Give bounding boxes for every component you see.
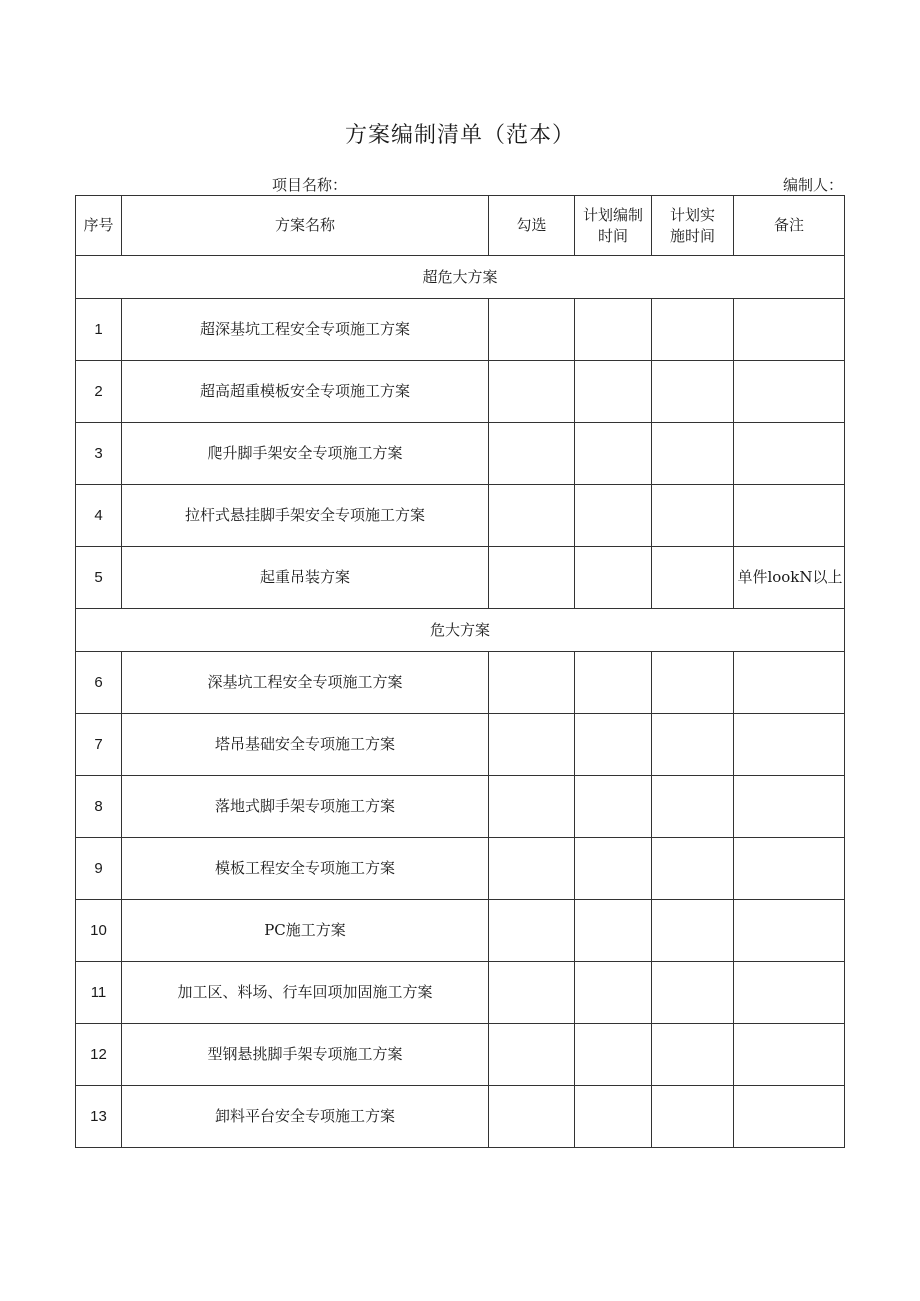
- author-label: 编制人：: [782, 176, 843, 194]
- row-plan-name: 落地式脚手架专项施工方案: [122, 776, 489, 838]
- row-plan-implement-time[interactable]: [652, 838, 734, 900]
- row-plan-implement-time[interactable]: [652, 485, 734, 547]
- row-index: 10: [76, 900, 122, 962]
- row-remark[interactable]: [734, 838, 845, 900]
- row-remark-text: [788, 735, 790, 753]
- header-index: 序号: [76, 196, 122, 256]
- row-plan-compile-time[interactable]: [575, 652, 652, 714]
- table-row: [76, 652, 845, 714]
- row-plan-implement-time[interactable]: [652, 1024, 734, 1086]
- row-plan-implement-time[interactable]: [652, 547, 734, 609]
- table-row: [76, 714, 845, 776]
- row-plan-name: 塔吊基础安全专项施工方案: [122, 714, 489, 776]
- row-remark-text: [788, 859, 790, 877]
- row-check-cell[interactable]: [489, 1086, 575, 1148]
- row-remark[interactable]: [734, 1024, 845, 1086]
- row-remark-text: [788, 673, 790, 691]
- row-remark[interactable]: [734, 900, 845, 962]
- row-index: 8: [76, 776, 122, 838]
- table-row: [76, 299, 845, 361]
- table-row: [76, 776, 845, 838]
- row-plan-implement-time[interactable]: [652, 423, 734, 485]
- row-remark[interactable]: [734, 547, 845, 609]
- row-plan-name: 超深基坑工程安全专项施工方案: [122, 299, 489, 361]
- row-remark[interactable]: [734, 361, 845, 423]
- row-plan-implement-time[interactable]: [652, 361, 734, 423]
- row-plan-name: 爬升脚手架安全专项施工方案: [122, 423, 489, 485]
- row-plan-compile-time[interactable]: [575, 361, 652, 423]
- table-row: [76, 547, 845, 609]
- page-title: 方案编制清单（范本）: [344, 123, 575, 148]
- row-check-cell[interactable]: [489, 423, 575, 485]
- row-check-cell[interactable]: [489, 900, 575, 962]
- row-plan-implement-time[interactable]: [652, 962, 734, 1024]
- row-plan-compile-time[interactable]: [575, 547, 652, 609]
- row-remark-text: [788, 797, 790, 815]
- table-header-row: [76, 196, 845, 256]
- row-index: 7: [76, 714, 122, 776]
- section-row: [76, 609, 845, 652]
- row-remark[interactable]: [734, 776, 845, 838]
- row-remark-text: [788, 382, 790, 400]
- row-remark-text: [788, 1045, 790, 1063]
- table-row: [76, 962, 845, 1024]
- table-row: [76, 1024, 845, 1086]
- row-check-cell[interactable]: [489, 838, 575, 900]
- row-plan-implement-time[interactable]: [652, 299, 734, 361]
- header-remark: 备注: [734, 196, 845, 256]
- table-row: [76, 423, 845, 485]
- row-plan-name: 模板工程安全专项施工方案: [122, 838, 489, 900]
- row-check-cell[interactable]: [489, 1024, 575, 1086]
- row-index: 3: [76, 423, 122, 485]
- row-index: 9: [76, 838, 122, 900]
- row-plan-implement-time[interactable]: [652, 1086, 734, 1148]
- row-plan-implement-time[interactable]: [652, 776, 734, 838]
- table-row: [76, 485, 845, 547]
- header-check: 勾选: [489, 196, 575, 256]
- row-plan-name: 拉杆式悬挂脚手架安全专项施工方案: [122, 485, 489, 547]
- row-index: 2: [76, 361, 122, 423]
- row-remark-text: 单件lookN以上: [737, 568, 843, 586]
- row-plan-compile-time[interactable]: [575, 485, 652, 547]
- row-plan-compile-time[interactable]: [575, 299, 652, 361]
- row-plan-implement-time[interactable]: [652, 900, 734, 962]
- row-index: 11: [76, 962, 122, 1024]
- row-check-cell[interactable]: [489, 776, 575, 838]
- row-plan-implement-time[interactable]: [652, 714, 734, 776]
- row-remark[interactable]: [734, 1086, 845, 1148]
- table-row: [76, 838, 845, 900]
- row-check-cell[interactable]: [489, 714, 575, 776]
- row-plan-compile-time[interactable]: [575, 1086, 652, 1148]
- row-check-cell[interactable]: [489, 547, 575, 609]
- row-check-cell[interactable]: [489, 652, 575, 714]
- header-plan-name: 方案名称: [122, 196, 489, 256]
- row-plan-compile-time[interactable]: [575, 962, 652, 1024]
- row-plan-name: 超高超重模板安全专项施工方案: [122, 361, 489, 423]
- section-title: 超危大方案: [76, 256, 845, 299]
- plan-list-table: [75, 195, 845, 1148]
- row-check-cell[interactable]: [489, 299, 575, 361]
- table-row: [76, 361, 845, 423]
- row-remark[interactable]: [734, 423, 845, 485]
- row-check-cell[interactable]: [489, 485, 575, 547]
- row-plan-name: 深基坑工程安全专项施工方案: [122, 652, 489, 714]
- row-plan-compile-time[interactable]: [575, 838, 652, 900]
- row-remark[interactable]: [734, 962, 845, 1024]
- row-plan-compile-time[interactable]: [575, 1024, 652, 1086]
- row-index: 1: [76, 299, 122, 361]
- section-row: [76, 256, 845, 299]
- project-name-label: 项目名称：: [272, 176, 348, 194]
- row-plan-name: 加工区、料场、行车回项加固施工方案: [122, 962, 489, 1024]
- table-row: [76, 900, 845, 962]
- row-remark-text: [788, 444, 790, 462]
- row-plan-name: 型钢悬挑脚手架专项施工方案: [122, 1024, 489, 1086]
- row-plan-compile-time[interactable]: [575, 776, 652, 838]
- row-check-cell[interactable]: [489, 361, 575, 423]
- row-index: 6: [76, 652, 122, 714]
- row-index: 4: [76, 485, 122, 547]
- row-check-cell[interactable]: [489, 962, 575, 1024]
- header-plan-implement-time: 计划实施时间: [652, 196, 734, 256]
- row-remark[interactable]: [734, 299, 845, 361]
- row-index: 13: [76, 1086, 122, 1148]
- row-remark-text: [788, 983, 790, 1001]
- row-remark-text: [788, 320, 790, 338]
- row-plan-name: 卸料平台安全专项施工方案: [122, 1086, 489, 1148]
- table-row: [76, 1086, 845, 1148]
- row-plan-name: 起重吊装方案: [122, 547, 489, 609]
- row-plan-implement-time[interactable]: [652, 652, 734, 714]
- row-remark-text: [788, 921, 790, 939]
- row-plan-compile-time[interactable]: [575, 714, 652, 776]
- row-plan-compile-time[interactable]: [575, 423, 652, 485]
- row-index: 12: [76, 1024, 122, 1086]
- row-remark[interactable]: [734, 485, 845, 547]
- row-remark[interactable]: [734, 652, 845, 714]
- row-remark-text: [788, 506, 790, 524]
- header-plan-compile-time: 计划编制时间: [575, 196, 652, 256]
- row-index: 5: [76, 547, 122, 609]
- row-plan-name: PC施工方案: [122, 900, 489, 962]
- row-remark[interactable]: [734, 714, 845, 776]
- section-title: 危大方案: [76, 609, 845, 652]
- row-plan-compile-time[interactable]: [575, 900, 652, 962]
- row-remark-text: [788, 1107, 790, 1125]
